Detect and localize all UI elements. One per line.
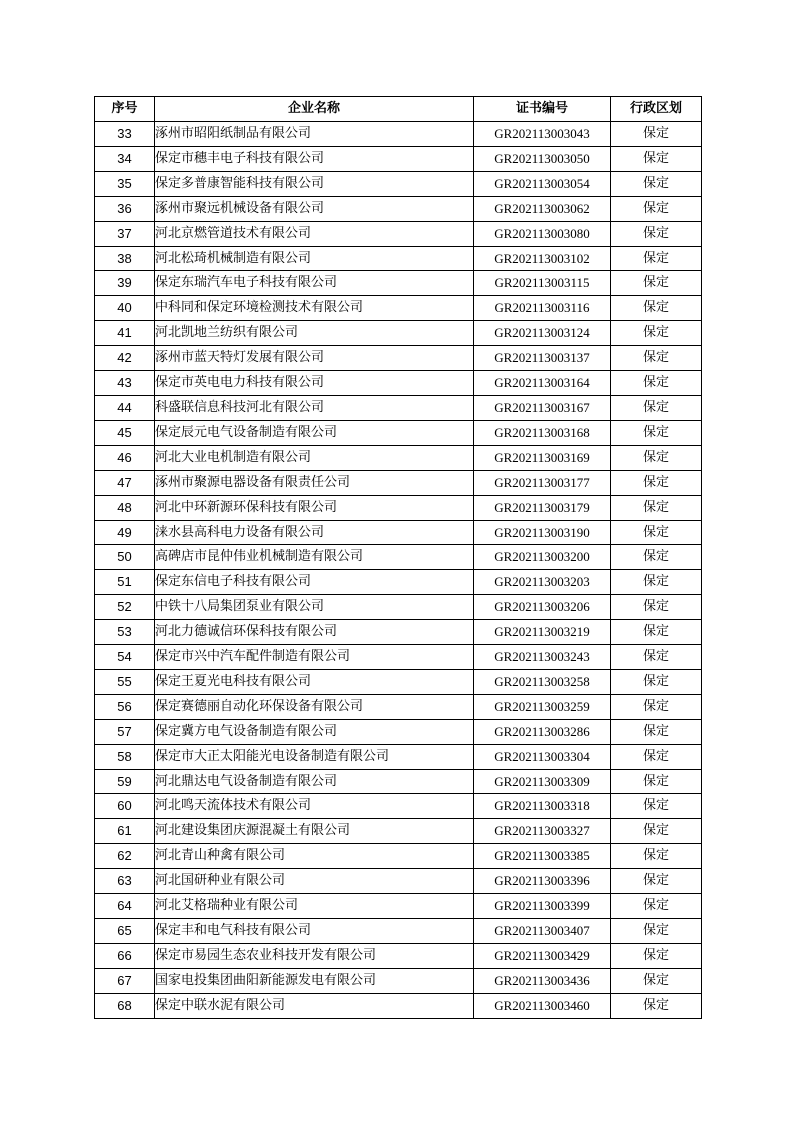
certificate-number-cell: GR202113003080: [474, 221, 611, 246]
company-name-cell: 保定王夏光电科技有限公司: [155, 669, 474, 694]
company-name-cell: 河北中环新源环保科技有限公司: [155, 495, 474, 520]
serial-number-cell: 40: [95, 296, 155, 321]
company-name-cell: 高碑店市昆仲伟业机械制造有限公司: [155, 545, 474, 570]
serial-number-cell: 63: [95, 869, 155, 894]
region-cell: 保定: [611, 744, 702, 769]
table-row: [95, 769, 702, 794]
company-name-cell: 中科同和保定环境检测技术有限公司: [155, 296, 474, 321]
certificate-number-cell: GR202113003054: [474, 171, 611, 196]
certificate-number-cell: GR202113003177: [474, 470, 611, 495]
serial-number-cell: 64: [95, 894, 155, 919]
company-name-cell: 涿州市蓝天特灯发展有限公司: [155, 346, 474, 371]
serial-number-cell: 56: [95, 694, 155, 719]
company-name-cell: 保定赛德丽自动化环保设备有限公司: [155, 694, 474, 719]
region-cell: 保定: [611, 595, 702, 620]
company-name-cell: 保定中联水泥有限公司: [155, 993, 474, 1018]
certificate-number-cell: GR202113003304: [474, 744, 611, 769]
serial-number-cell: 43: [95, 371, 155, 396]
serial-number-cell: 66: [95, 943, 155, 968]
table-row: [95, 171, 702, 196]
table-row: [95, 844, 702, 869]
serial-number-cell: 41: [95, 321, 155, 346]
serial-number-cell: 48: [95, 495, 155, 520]
table-row: [95, 894, 702, 919]
certificate-number-cell: GR202113003309: [474, 769, 611, 794]
table-row: [95, 694, 702, 719]
table-row: [95, 420, 702, 445]
serial-number-cell: 65: [95, 919, 155, 944]
region-cell: 保定: [611, 271, 702, 296]
serial-number-cell: 68: [95, 993, 155, 1018]
certificate-number-cell: GR202113003116: [474, 296, 611, 321]
certificate-number-cell: GR202113003169: [474, 445, 611, 470]
company-name-cell: 河北大业电机制造有限公司: [155, 445, 474, 470]
table-row: [95, 570, 702, 595]
region-cell: 保定: [611, 520, 702, 545]
company-name-cell: 保定冀方电气设备制造有限公司: [155, 719, 474, 744]
serial-number-cell: 58: [95, 744, 155, 769]
company-name-cell: 河北力德诚信环保科技有限公司: [155, 620, 474, 645]
company-name-cell: 河北京燃管道技术有限公司: [155, 221, 474, 246]
header-region: 行政区划: [611, 97, 702, 122]
certificate-number-cell: GR202113003167: [474, 395, 611, 420]
serial-number-cell: 36: [95, 196, 155, 221]
company-name-cell: 河北鸣天流体技术有限公司: [155, 794, 474, 819]
serial-number-cell: 35: [95, 171, 155, 196]
serial-number-cell: 45: [95, 420, 155, 445]
region-cell: 保定: [611, 645, 702, 670]
table-row: [95, 919, 702, 944]
table-row: [95, 371, 702, 396]
certificate-number-cell: GR202113003115: [474, 271, 611, 296]
region-cell: 保定: [611, 620, 702, 645]
company-name-cell: 保定市兴中汽车配件制造有限公司: [155, 645, 474, 670]
serial-number-cell: 44: [95, 395, 155, 420]
certificate-number-cell: GR202113003429: [474, 943, 611, 968]
certificate-number-cell: GR202113003164: [474, 371, 611, 396]
certificate-table: [94, 96, 702, 1019]
certificate-number-cell: GR202113003407: [474, 919, 611, 944]
table-row: [95, 819, 702, 844]
region-cell: 保定: [611, 395, 702, 420]
region-cell: 保定: [611, 146, 702, 171]
region-cell: 保定: [611, 470, 702, 495]
serial-number-cell: 42: [95, 346, 155, 371]
table-row: [95, 520, 702, 545]
serial-number-cell: 34: [95, 146, 155, 171]
region-cell: 保定: [611, 669, 702, 694]
region-cell: 保定: [611, 694, 702, 719]
region-cell: 保定: [611, 495, 702, 520]
table-row: [95, 395, 702, 420]
certificate-number-cell: GR202113003124: [474, 321, 611, 346]
company-name-cell: 河北国研种业有限公司: [155, 869, 474, 894]
company-name-cell: 涿州市聚远机械设备有限公司: [155, 196, 474, 221]
table-row: [95, 645, 702, 670]
region-cell: 保定: [611, 420, 702, 445]
certificate-number-cell: GR202113003460: [474, 993, 611, 1018]
region-cell: 保定: [611, 346, 702, 371]
table-row: [95, 221, 702, 246]
certificate-number-cell: GR202113003219: [474, 620, 611, 645]
serial-number-cell: 47: [95, 470, 155, 495]
table-row: [95, 321, 702, 346]
certificate-number-cell: GR202113003203: [474, 570, 611, 595]
company-name-cell: 国家电投集团曲阳新能源发电有限公司: [155, 968, 474, 993]
header-company-name: 企业名称: [155, 97, 474, 122]
serial-number-cell: 57: [95, 719, 155, 744]
serial-number-cell: 54: [95, 645, 155, 670]
company-name-cell: 保定市大正太阳能光电设备制造有限公司: [155, 744, 474, 769]
table-row: [95, 246, 702, 271]
certificate-number-cell: GR202113003318: [474, 794, 611, 819]
company-name-cell: 河北艾格瑞种业有限公司: [155, 894, 474, 919]
table-row: [95, 470, 702, 495]
region-cell: 保定: [611, 371, 702, 396]
certificate-number-cell: GR202113003137: [474, 346, 611, 371]
table-body: [95, 122, 702, 1019]
region-cell: 保定: [611, 869, 702, 894]
serial-number-cell: 50: [95, 545, 155, 570]
company-name-cell: 保定丰和电气科技有限公司: [155, 919, 474, 944]
certificate-number-cell: GR202113003327: [474, 819, 611, 844]
region-cell: 保定: [611, 993, 702, 1018]
table-row: [95, 968, 702, 993]
table-row: [95, 296, 702, 321]
region-cell: 保定: [611, 445, 702, 470]
certificate-number-cell: GR202113003200: [474, 545, 611, 570]
certificate-number-cell: GR202113003243: [474, 645, 611, 670]
company-name-cell: 河北建设集团庆源混凝土有限公司: [155, 819, 474, 844]
certificate-number-cell: GR202113003190: [474, 520, 611, 545]
serial-number-cell: 52: [95, 595, 155, 620]
region-cell: 保定: [611, 171, 702, 196]
certificate-number-cell: GR202113003179: [474, 495, 611, 520]
serial-number-cell: 62: [95, 844, 155, 869]
region-cell: 保定: [611, 321, 702, 346]
company-name-cell: 保定东信电子科技有限公司: [155, 570, 474, 595]
serial-number-cell: 46: [95, 445, 155, 470]
table-header-row: [95, 97, 702, 122]
serial-number-cell: 51: [95, 570, 155, 595]
table-row: [95, 196, 702, 221]
serial-number-cell: 37: [95, 221, 155, 246]
certificate-number-cell: GR202113003385: [474, 844, 611, 869]
table-row: [95, 943, 702, 968]
certificate-number-cell: GR202113003286: [474, 719, 611, 744]
company-name-cell: 保定市穗丰电子科技有限公司: [155, 146, 474, 171]
certificate-number-cell: GR202113003399: [474, 894, 611, 919]
serial-number-cell: 61: [95, 819, 155, 844]
region-cell: 保定: [611, 844, 702, 869]
company-name-cell: 科盛联信息科技河北有限公司: [155, 395, 474, 420]
serial-number-cell: 53: [95, 620, 155, 645]
table-row: [95, 669, 702, 694]
region-cell: 保定: [611, 919, 702, 944]
region-cell: 保定: [611, 968, 702, 993]
table-row: [95, 346, 702, 371]
table-row: [95, 122, 702, 147]
certificate-number-cell: GR202113003050: [474, 146, 611, 171]
serial-number-cell: 60: [95, 794, 155, 819]
serial-number-cell: 59: [95, 769, 155, 794]
region-cell: 保定: [611, 719, 702, 744]
company-name-cell: 涿州市聚源电器设备有限责任公司: [155, 470, 474, 495]
table-row: [95, 146, 702, 171]
company-name-cell: 保定东瑞汽车电子科技有限公司: [155, 271, 474, 296]
certificate-number-cell: GR202113003396: [474, 869, 611, 894]
serial-number-cell: 39: [95, 271, 155, 296]
company-name-cell: 保定市英电电力科技有限公司: [155, 371, 474, 396]
company-name-cell: 涿州市昭阳纸制品有限公司: [155, 122, 474, 147]
region-cell: 保定: [611, 196, 702, 221]
region-cell: 保定: [611, 246, 702, 271]
certificate-number-cell: GR202113003102: [474, 246, 611, 271]
serial-number-cell: 49: [95, 520, 155, 545]
table-row: [95, 794, 702, 819]
company-name-cell: 涞水县高科电力设备有限公司: [155, 520, 474, 545]
company-name-cell: 中铁十八局集团泵业有限公司: [155, 595, 474, 620]
region-cell: 保定: [611, 769, 702, 794]
certificate-number-cell: GR202113003043: [474, 122, 611, 147]
region-cell: 保定: [611, 819, 702, 844]
certificate-number-cell: GR202113003258: [474, 669, 611, 694]
region-cell: 保定: [611, 894, 702, 919]
certificate-number-cell: GR202113003062: [474, 196, 611, 221]
region-cell: 保定: [611, 794, 702, 819]
serial-number-cell: 55: [95, 669, 155, 694]
company-name-cell: 保定市易园生态农业科技开发有限公司: [155, 943, 474, 968]
table-row: [95, 445, 702, 470]
region-cell: 保定: [611, 943, 702, 968]
header-certificate-number: 证书编号: [474, 97, 611, 122]
region-cell: 保定: [611, 221, 702, 246]
region-cell: 保定: [611, 545, 702, 570]
certificate-number-cell: GR202113003259: [474, 694, 611, 719]
table-row: [95, 719, 702, 744]
region-cell: 保定: [611, 122, 702, 147]
company-name-cell: 河北凯地兰纺织有限公司: [155, 321, 474, 346]
certificate-number-cell: GR202113003168: [474, 420, 611, 445]
table-row: [95, 993, 702, 1018]
company-name-cell: 保定辰元电气设备制造有限公司: [155, 420, 474, 445]
region-cell: 保定: [611, 296, 702, 321]
table-row: [95, 271, 702, 296]
serial-number-cell: 33: [95, 122, 155, 147]
company-name-cell: 河北松琦机械制造有限公司: [155, 246, 474, 271]
table-row: [95, 545, 702, 570]
table-row: [95, 744, 702, 769]
table-row: [95, 595, 702, 620]
certificate-number-cell: GR202113003206: [474, 595, 611, 620]
company-name-cell: 保定多普康智能科技有限公司: [155, 171, 474, 196]
company-name-cell: 河北青山种禽有限公司: [155, 844, 474, 869]
serial-number-cell: 38: [95, 246, 155, 271]
serial-number-cell: 67: [95, 968, 155, 993]
table-row: [95, 620, 702, 645]
certificate-number-cell: GR202113003436: [474, 968, 611, 993]
table-row: [95, 495, 702, 520]
region-cell: 保定: [611, 570, 702, 595]
company-name-cell: 河北鼎达电气设备制造有限公司: [155, 769, 474, 794]
table-row: [95, 869, 702, 894]
header-serial-number: 序号: [95, 97, 155, 122]
